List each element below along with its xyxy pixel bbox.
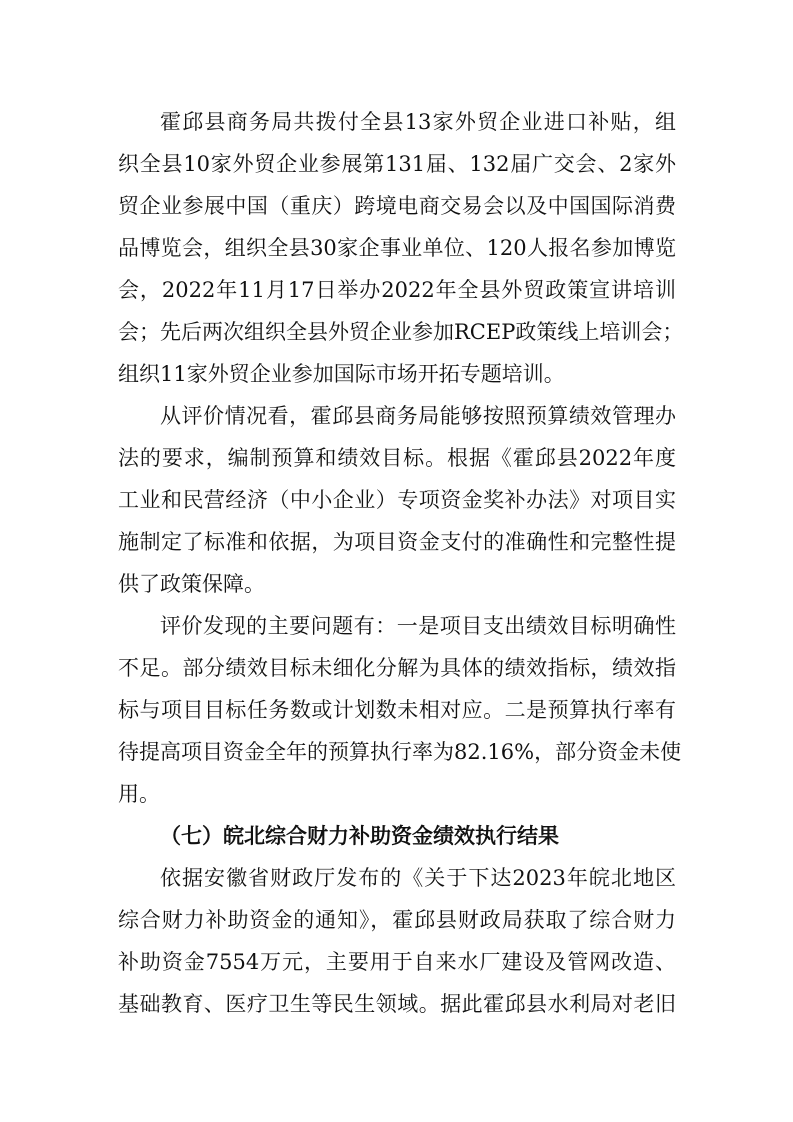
paragraph-line: 待提高项目资金全年的预算执行率为82.16%，部分资金未使 (118, 740, 682, 764)
paragraph-line: 依据安徽省财政厅发布的《关于下达2023年皖北地区 (160, 866, 676, 890)
paragraph-line: 贸企业参展中国（重庆）跨境电商交易会以及中国国际消费 (118, 194, 676, 218)
paragraph-line: 织全县10家外贸企业参展第131届、132届广交会、2家外 (118, 152, 676, 176)
paragraph-line: 基础教育、医疗卫生等民生领域。据此霍邱县水利局对老旧 (118, 992, 676, 1016)
paragraph-line: 组织11家外贸企业参加国际市场开拓专题培训。 (118, 362, 565, 386)
paragraph-line: 霍邱县商务局共拨付全县13家外贸企业进口补贴，组 (160, 110, 676, 134)
paragraph-line: 综合财力补助资金的通知》，霍邱县财政局获取了综合财力 (118, 908, 676, 932)
paragraph-line: 施制定了标准和依据，为项目资金支付的准确性和完整性提 (118, 530, 676, 554)
paragraph-line: 法的要求，编制预算和绩效目标。根据《霍邱县2022年度 (118, 446, 676, 470)
paragraph-line: 补助资金7554万元，主要用于自来水厂建设及管网改造、 (118, 950, 676, 974)
paragraph-line: 用。 (118, 782, 160, 806)
section-heading: （七）皖北综合财力补助资金绩效执行结果 (160, 823, 559, 848)
paragraph-line: 会，2022年11月17日举办2022年全县外贸政策宣讲培训 (118, 278, 676, 302)
paragraph-line: 评价发现的主要问题有：一是项目支出绩效目标明确性 (160, 614, 676, 638)
paragraph-line: 品博览会，组织全县30家企事业单位、120人报名参加博览 (118, 236, 676, 260)
paragraph-line: 供了政策保障。 (118, 572, 265, 596)
paragraph-line: 从评价情况看，霍邱县商务局能够按照预算绩效管理办 (160, 404, 676, 428)
paragraph-line: 不足。部分绩效目标未细化分解为具体的绩效指标，绩效指 (118, 656, 676, 680)
paragraph-line: 工业和民营经济（中小企业）专项资金奖补办法》对项目实 (118, 488, 676, 512)
paragraph-line: 会；先后两次组织全县外贸企业参加RCEP政策线上培训会； (118, 320, 684, 344)
paragraph-line: 标与项目目标任务数或计划数未相对应。二是预算执行率有 (118, 698, 676, 722)
